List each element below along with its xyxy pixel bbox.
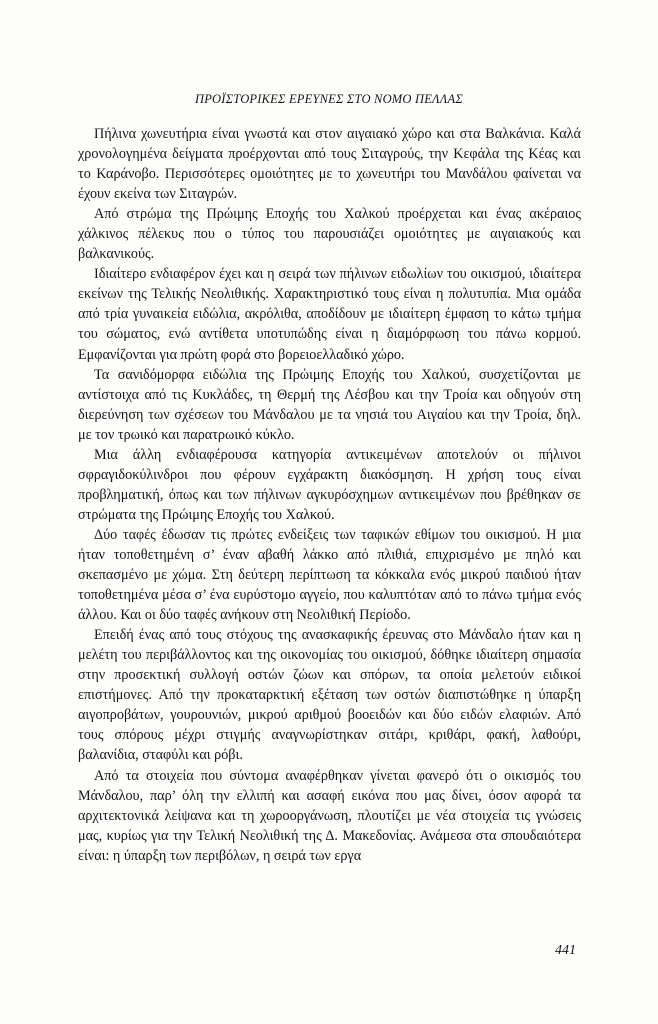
paragraph: Τα σανιδόμορφα ειδώλια της Πρώιμης Εποχής του Χαλκού, συσχετίζονται με αντίστοιχα από τις Κυκλάδες, τη Θερμή της Λέσβου και την Τροία και οδηγούν στη διερεύνηση των σχέσεων του Μάνδαλου με τα νησιά του Αιγαίου και την Τροία, δηλ. με τον τρωικό και παρατρωικό κύκλο. — [78, 366, 581, 443]
paragraph: Από στρώμα της Πρώιμης Εποχής του Χαλκού προέρχεται και ένας ακέραιος χάλκινος πέλεκυς που ο τύπος του παρουσιάζει ομοιότητες με αιγαιακούς και βαλκανικούς. — [78, 206, 581, 263]
body-text — [78, 124, 581, 866]
paragraph: Μια άλλη ενδιαφέρουσα κατηγορία αντικειμένων αποτελούν οι πήλινοι σφραγιδοκύλινδροι που φέρουν εγχάρακτη διακόσμηση. Η χρήση τους είναι προβληματική, όπως και των πήλινων αγκυρόσχημων αντικειμένων που βρέθηκαν σε στρώματα της Πρώιμης Εποχής του Χαλκού. — [78, 446, 581, 523]
paragraph: Ιδιαίτερο ενδιαφέρον έχει και η σειρά των πήλινων ειδωλίων του οικισμού, ιδιαίτερα εκείνων της Τελικής Νεολιθικής. Χαρακτηριστικό τους είναι η πολυτυπία. Μια ομάδα από τρία γυναικεία ειδώλια, ακρόλιθα, αποδίδουν με ιδιαίτερη έμφαση το κάτω τμήμα του σώματος, ενώ αντίθετα υποτυπώδης είναι η διαμόρφωση του πάνω κορμού. Εμφανίζονται για πρώτη φορά στο βορειοελλαδικό χώρο. — [78, 266, 581, 363]
paragraph: Πήλινα χωνευτήρια είναι γνωστά και στον αιγαιακό χώρο και στα Βαλκάνια. Καλά χρονολογημένα δείγματα προέρχονται από τους Σιταγρούς, την Κεφάλα της Κέας και το Καράνοβο. Περισσότερες ομοιότητες με το χωνευτήρι του Μανδάλου φαίνεται να έχουν εκείνα των Σιταγρών. — [78, 126, 581, 203]
running-head: ΠΡΟΪΣΤΟΡΙΚΕΣ ΕΡΕΥΝΕΣ ΣΤΟ ΝΟΜΟ ΠΕΛΛΑΣ — [194, 92, 463, 106]
paragraph: Από τα στοιχεία που σύντομα αναφέρθηκαν γίνεται φανερό ότι ο οικισμός του Μάνδαλου, παρ’ όλη την ελλιπή και ασαφή εικόνα που μας δίνει, όσον αφορά τα αρχιτεκτονικά λείψανα και τη χωροοργάνωση, πλουτίζει με νέα στοιχεία τις γνώσεις μας, κυρίως για την Τελική Νεολιθική της Δ. Μακεδονίας. Ανάμεσα στα σπουδαιότερα είναι: η ύπαρξη των περιβόλων, η σειρά των εργα — [78, 767, 581, 864]
paragraph: Επειδή ένας από τους στόχους της ανασκαφικής έρευνας στο Μάνδαλο ήταν και η μελέτη του περιβάλλοντος και της οικονομίας του οικισμού, δόθηκε ιδιαίτερη σημασία στην προσεκτική συλλογή οστών ζώων και σπόρων, τα οποία μελετούν ειδικοί επιστήμονες. Από την προκαταρκτική εξέταση των οστών διαπιστώθηκε η ύπαρξη αιγοπροβάτων, γουρουνιών, μικρού αριθμού βοοειδών και δύο ειδών ελαφιών. Από τους σπόρους μέχρι στιγμής αναγνωρίστηκαν σιτάρι, κριθάρι, φακή, λαθούρι, βαλανίδια, σταφύλι και ρόβι. — [78, 627, 581, 764]
paragraph: Δύο ταφές έδωσαν τις πρώτες ενδείξεις των ταφικών εθίμων του οικισμού. Η μια ήταν τοποθετημένη σ’ έναν αβαθή λάκκο από πλιθιά, επιχρισμένο με πηλό και σκεπασμένο με χώμα. Στη δεύτερη περίπτωση τα κόκκαλα ενός μικρού παιδιού ήταν τοποθετημένα μέσα σ’ ένα ευρύστομο αγγείο, που καλυπτόταν από το πάνω τμήμα ενός άλλου. Και οι δύο ταφές ανήκουν στη Νεολιθική Περίοδο. — [78, 526, 581, 624]
page-number: 441 — [555, 943, 576, 958]
